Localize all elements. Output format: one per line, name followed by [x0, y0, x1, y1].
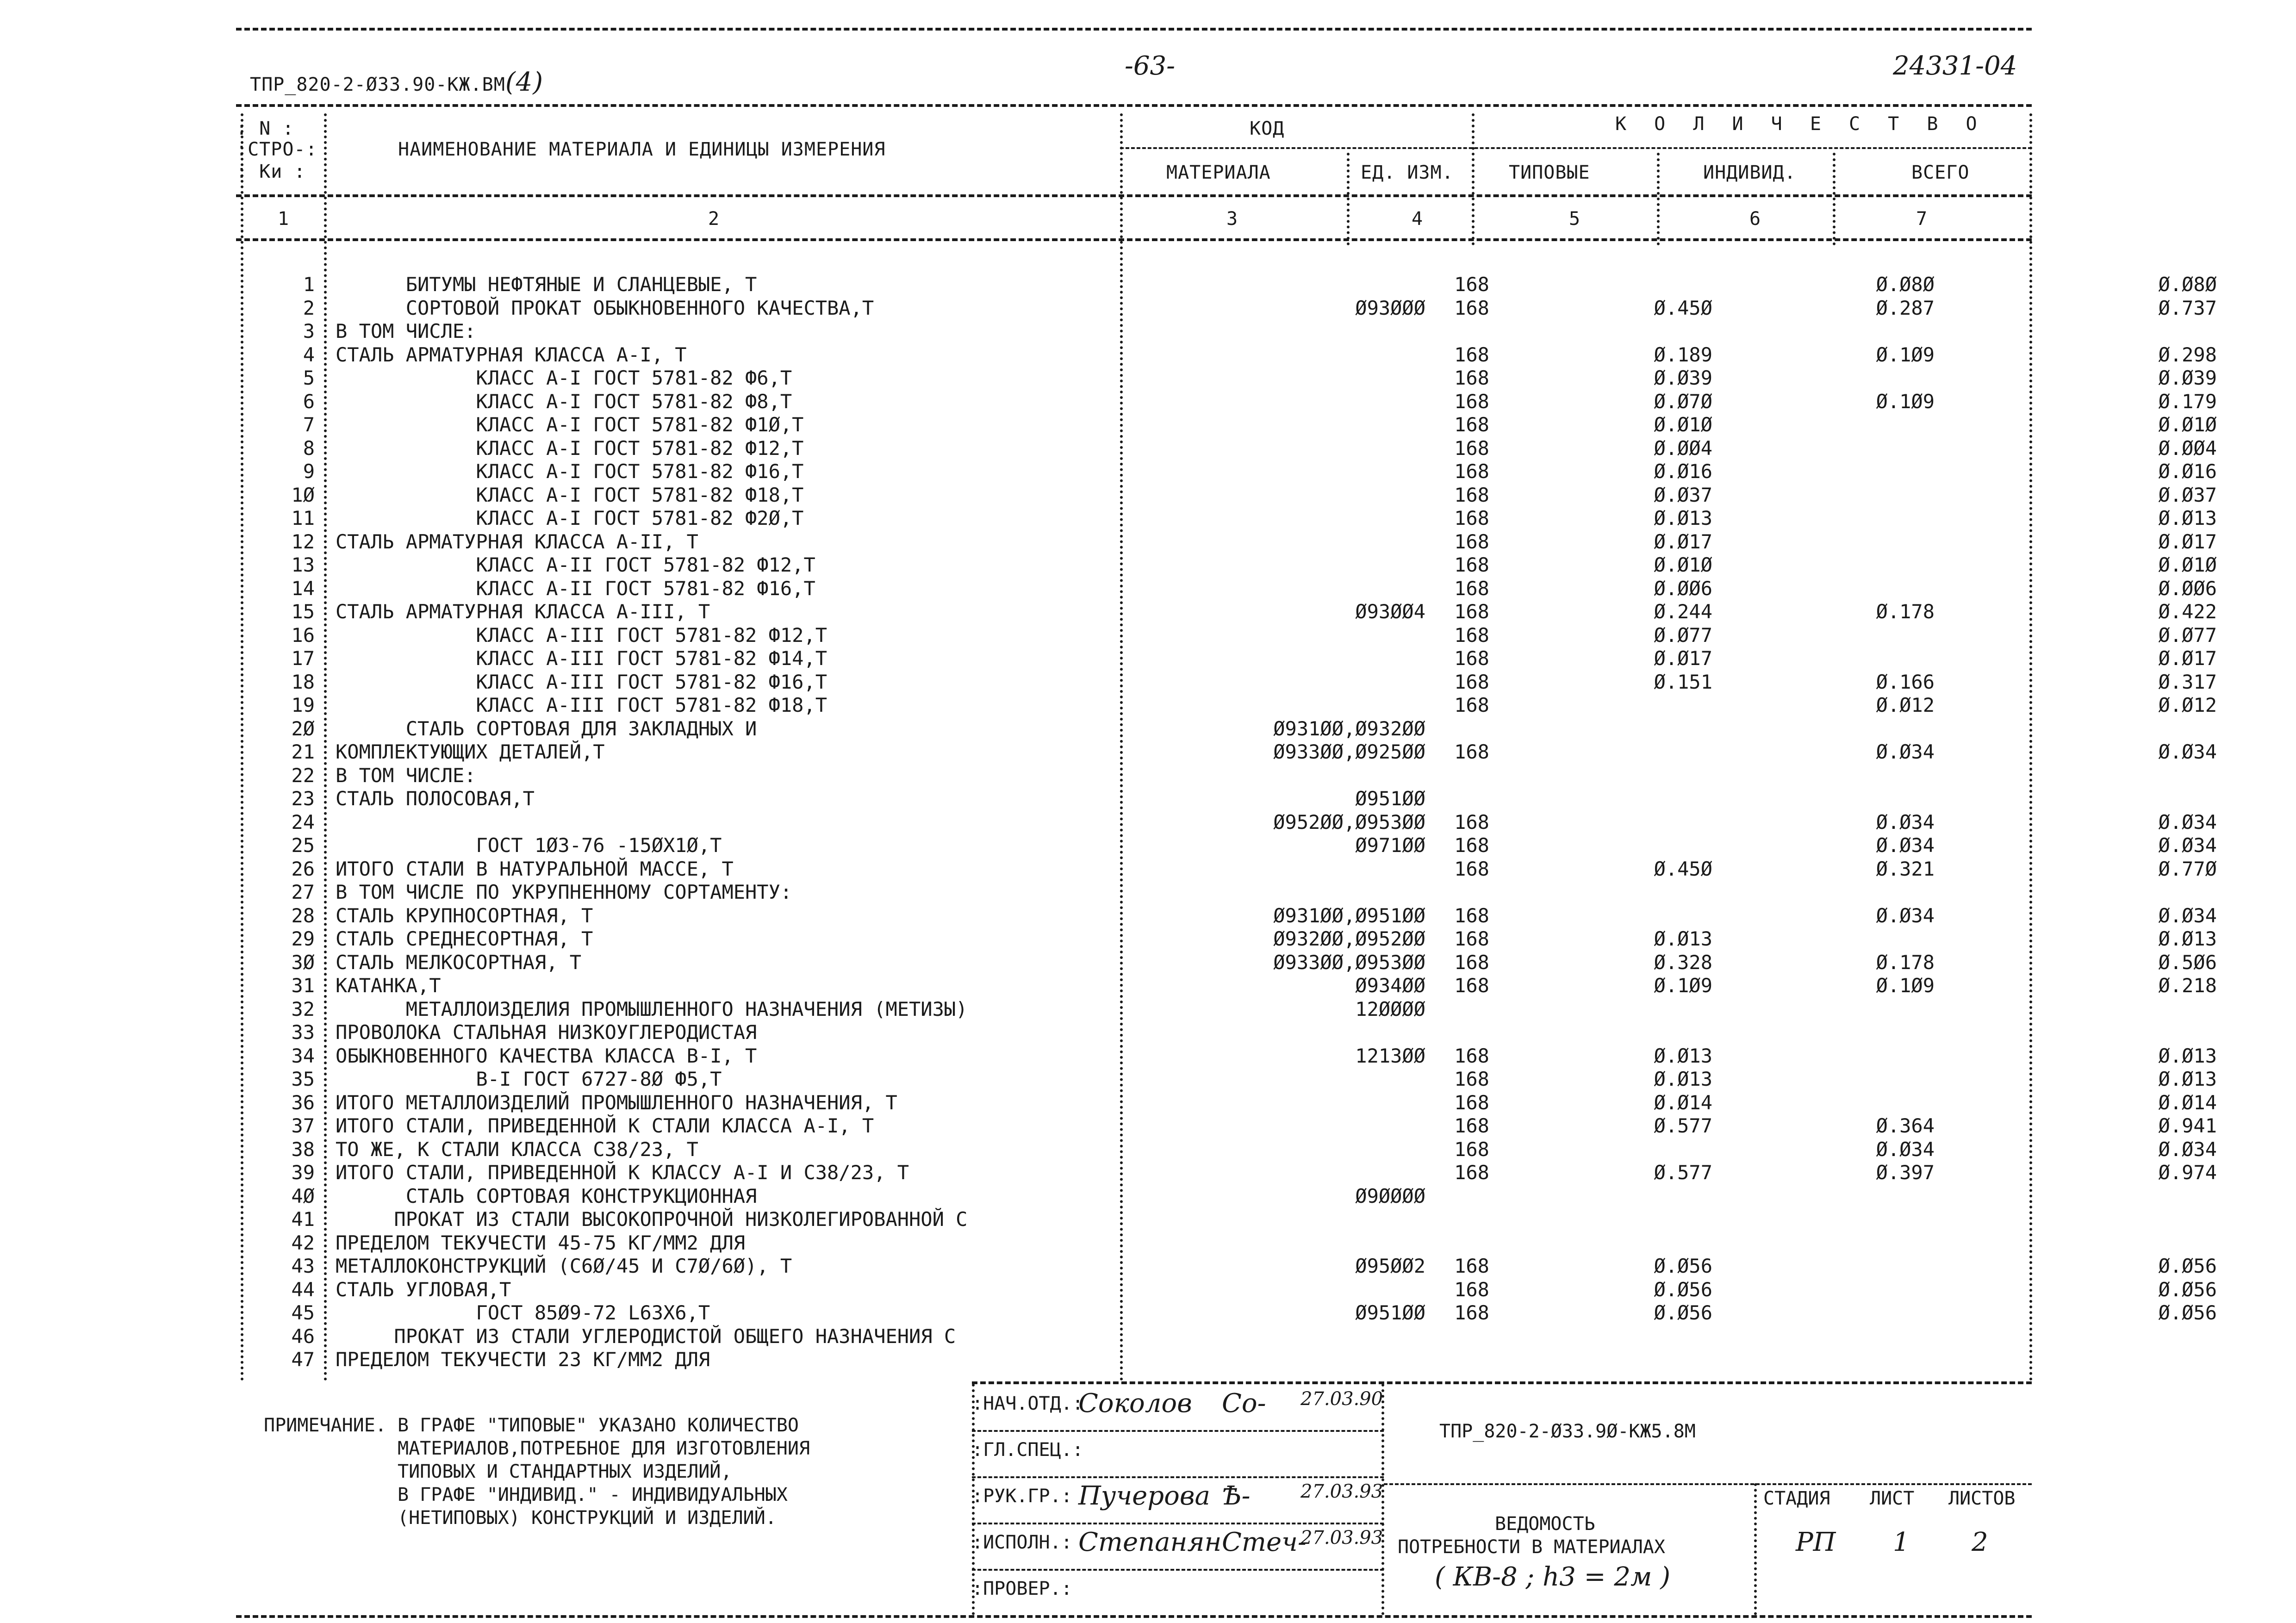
row-total: Ø.5Ø6	[2158, 951, 2217, 974]
note-line: ПРИМЕЧАНИЕ. В ГРАФЕ "ТИПОВЫЕ" УКАЗАНО КОЛИЧЕСТВО	[264, 1415, 799, 1436]
stamp-role-label: :ГЛ.СПЕЦ.:	[972, 1439, 1083, 1461]
row-number: 3Ø	[291, 951, 315, 974]
stamp-role-name: Степанян	[1078, 1527, 1222, 1557]
row-individual: Ø.1Ø9	[1876, 390, 1935, 413]
row-total: Ø.Ø56	[2158, 1301, 2217, 1324]
row-material-code: Ø95ØØ2	[1355, 1255, 1425, 1277]
stamp-top-rule	[972, 1381, 2032, 1384]
row-total: Ø.Ø37	[2158, 483, 2217, 506]
row-unit-code: 168	[1454, 436, 1489, 460]
row-name: КЛАСС А-II ГОСТ 5781-82 Ф16,Т	[336, 577, 815, 600]
stamp-role-label: :РУК.ГР.:	[972, 1486, 1072, 1507]
row-unit-code: 168	[1454, 857, 1489, 880]
row-material-code: Ø971ØØ	[1355, 834, 1425, 857]
vsep-typ	[1657, 153, 1660, 245]
row-number: 6	[303, 390, 315, 413]
row-name: КЛАСС А-III ГОСТ 5781-82 Ф14,Т	[336, 647, 828, 670]
row-name: КЛАСС А-I ГОСТ 5781-82 Ф16,Т	[336, 460, 804, 483]
col-index-4: 4	[1412, 208, 1424, 230]
row-name: ИТОГО СТАЛИ, ПРИВЕДЕННОЙ К КЛАССУ А-I И С38/23, Т	[336, 1161, 909, 1184]
row-name: МЕТАЛЛОИЗДЕЛИЯ ПРОМЫШЛЕННОГО НАЗНАЧЕНИЯ (МЕТИЗЫ)	[336, 997, 968, 1020]
row-typical: Ø.Ø13	[1654, 507, 1712, 529]
row-individual: Ø.397	[1876, 1161, 1935, 1184]
row-number: 7	[303, 413, 315, 436]
vsep-name	[1120, 113, 1123, 1381]
row-typical: Ø.Ø37	[1654, 483, 1712, 506]
row-typical: Ø.1Ø9	[1654, 974, 1712, 997]
row-unit-code: 168	[1454, 367, 1489, 389]
row-individual: Ø.287	[1876, 296, 1935, 319]
row-typical: Ø.Ø1Ø	[1654, 413, 1712, 436]
row-total: Ø.737	[2158, 296, 2217, 319]
row-name: ГОСТ 1Ø3-76 -15ØХ1Ø,Т	[336, 834, 722, 857]
col-num-1: : N :	[236, 118, 294, 139]
row-name: В ТОМ ЧИСЛЕ ПО УКРУПНЕННОМУ СОРТАМЕНТУ:	[336, 881, 792, 903]
stamp-sheets-label: ЛИСТОВ	[1948, 1488, 2016, 1509]
row-name: КЛАСС А-III ГОСТ 5781-82 Ф12,Т	[336, 623, 828, 647]
row-number: 38	[291, 1138, 315, 1161]
row-number: 42	[291, 1231, 315, 1254]
row-name: КОМПЛЕКТУЮЩИХ ДЕТАЛЕЙ,Т	[336, 740, 605, 763]
row-name: ПРОВОЛОКА СТАЛЬНАЯ НИЗКОУГЛЕРОДИСТАЯ	[336, 1021, 757, 1044]
row-number: 26	[291, 857, 315, 880]
row-number: 43	[291, 1255, 315, 1277]
row-number: 17	[291, 647, 315, 670]
row-typical: Ø.189	[1654, 343, 1712, 366]
row-total: Ø.Ø17	[2158, 530, 2217, 553]
row-total: Ø.Ø56	[2158, 1278, 2217, 1301]
row-number: 44	[291, 1278, 315, 1301]
stamp-role-signature: Ѣ-	[1222, 1481, 1251, 1511]
row-typical: Ø.151	[1654, 670, 1712, 693]
row-name: КЛАСС А-I ГОСТ 5781-82 Ф8,Т	[336, 390, 792, 413]
row-unit-code: 168	[1454, 483, 1489, 506]
doc-code-hand: (4)	[505, 67, 544, 97]
row-unit-code: 168	[1454, 810, 1489, 833]
row-total: Ø.Ø1Ø	[2158, 553, 2217, 576]
row-total: Ø.Ø17	[2158, 647, 2217, 670]
vsep-num	[324, 113, 327, 1381]
row-total: Ø.77Ø	[2158, 857, 2217, 880]
row-typical: Ø.ØØ4	[1654, 436, 1712, 460]
row-number: 41	[291, 1208, 315, 1231]
row-total: Ø.Ø56	[2158, 1255, 2217, 1277]
row-total: Ø.Ø8Ø	[2158, 273, 2217, 296]
stamp-role-rule	[972, 1523, 1384, 1524]
col-index-5: 5	[1569, 208, 1581, 230]
vsep-left	[241, 113, 243, 1381]
stamp-role-rule	[972, 1430, 1384, 1432]
col-code-header: КОД	[1250, 118, 1285, 139]
row-number: 15	[291, 600, 315, 623]
row-typical: Ø.Ø56	[1654, 1278, 1712, 1301]
row-number: 24	[291, 810, 315, 833]
row-total: Ø.Ø39	[2158, 367, 2217, 389]
row-material-code: Ø952ØØ,Ø953ØØ	[1273, 810, 1425, 833]
row-number: 27	[291, 881, 315, 903]
row-total: Ø.ØØ4	[2158, 436, 2217, 460]
row-unit-code: 168	[1454, 296, 1489, 319]
row-number: 37	[291, 1114, 315, 1137]
row-unit-code: 168	[1454, 390, 1489, 413]
stamp-vsep-right	[1381, 1384, 1384, 1615]
row-unit-code: 168	[1454, 553, 1489, 576]
row-number: 18	[291, 670, 315, 693]
col-num-3: : Ки :	[236, 161, 306, 182]
row-total: Ø.Ø13	[2158, 927, 2217, 950]
row-name: КАТАНКА,Т	[336, 974, 441, 997]
row-name: ОБЫКНОВЕННОГО КАЧЕСТВА КЛАССА В-I, Т	[336, 1044, 757, 1067]
row-individual: Ø.Ø34	[1876, 904, 1935, 927]
row-number: 32	[291, 997, 315, 1020]
col-index-1: 1	[278, 208, 290, 230]
stamp-doc-code: ТПР_820-2-Ø33.9Ø-КЖ5.8М	[1439, 1421, 1696, 1442]
stamp-role-name: Пучерова	[1078, 1481, 1210, 1511]
row-material-code: Ø951ØØ	[1355, 787, 1425, 810]
row-name: ПРЕДЕЛОМ ТЕКУЧЕСТИ 23 КГ/ММ2 ДЛЯ	[336, 1348, 710, 1371]
row-typical: Ø.45Ø	[1654, 857, 1712, 880]
row-name: СТАЛЬ АРМАТУРНАЯ КЛАССА А-III, Т	[336, 600, 710, 623]
row-name: СТАЛЬ СРЕДНЕСОРТНАЯ, Т	[336, 927, 593, 950]
row-material-code: Ø933ØØ,Ø953ØØ	[1273, 951, 1425, 974]
header-mid-rule	[236, 194, 2032, 197]
note-line: МАТЕРИАЛОВ,ПОТРЕБНОЕ ДЛЯ ИЗГОТОВЛЕНИЯ	[264, 1438, 810, 1459]
stamp-title-line2: ПОТРЕБНОСТИ В МАТЕРИАЛАХ	[1398, 1536, 1665, 1558]
row-typical: Ø.Ø56	[1654, 1255, 1712, 1277]
vsep-unit	[1472, 113, 1475, 245]
col-index-7: 7	[1916, 208, 1928, 230]
row-material-code: Ø934ØØ	[1355, 974, 1425, 997]
row-individual: Ø.364	[1876, 1114, 1935, 1137]
row-number: 21	[291, 740, 315, 763]
row-number: 9	[303, 460, 315, 483]
row-unit-code: 168	[1454, 834, 1489, 857]
row-number: 8	[303, 436, 315, 460]
row-individual: Ø.Ø34	[1876, 1138, 1935, 1161]
row-unit-code: 168	[1454, 623, 1489, 647]
col-quantity-header: К О Л И Ч Е С Т В О	[1615, 113, 1985, 135]
row-individual: Ø.166	[1876, 670, 1935, 693]
row-individual: Ø.Ø34	[1876, 740, 1935, 763]
row-unit-code: 168	[1454, 927, 1489, 950]
row-number: 45	[291, 1301, 315, 1324]
row-unit-code: 168	[1454, 507, 1489, 529]
row-number: 28	[291, 904, 315, 927]
row-number: 3	[303, 320, 315, 342]
row-name: В-I ГОСТ 6727-8Ø Ф5,Т	[336, 1068, 722, 1090]
row-typical: Ø.45Ø	[1654, 296, 1712, 319]
row-individual: Ø.321	[1876, 857, 1935, 880]
row-typical: Ø.Ø77	[1654, 623, 1712, 647]
row-number: 16	[291, 623, 315, 647]
row-number: 14	[291, 577, 315, 600]
row-typical: Ø.ØØ6	[1654, 577, 1712, 600]
row-unit-code: 168	[1454, 343, 1489, 366]
row-typical: Ø.244	[1654, 600, 1712, 623]
row-individual: Ø.Ø12	[1876, 694, 1935, 716]
bottom-rule	[236, 1615, 2032, 1618]
row-material-code: Ø933ØØ,Ø925ØØ	[1273, 740, 1425, 763]
row-total: Ø.218	[2158, 974, 2217, 997]
row-typical: Ø.577	[1654, 1114, 1712, 1137]
row-number: 29	[291, 927, 315, 950]
row-name: БИТУМЫ НЕФТЯНЫЕ И СЛАНЦЕВЫЕ, Т	[336, 273, 757, 296]
col-num-2: :СТРО-:	[236, 139, 317, 160]
row-material-code: Ø93ØØ4	[1355, 600, 1425, 623]
row-typical: Ø.Ø1Ø	[1654, 553, 1712, 576]
row-total: Ø.Ø34	[2158, 1138, 2217, 1161]
subheader-rule-code	[1120, 147, 2032, 149]
row-total: Ø.Ø16	[2158, 460, 2217, 483]
row-number: 11	[291, 507, 315, 529]
row-total: Ø.Ø1Ø	[2158, 413, 2217, 436]
row-material-code: Ø932ØØ,Ø952ØØ	[1273, 927, 1425, 950]
row-total: Ø.ØØ6	[2158, 577, 2217, 600]
row-number: 23	[291, 787, 315, 810]
row-name: СТАЛЬ СОРТОВАЯ КОНСТРУКЦИОННАЯ	[336, 1184, 757, 1207]
note-line: (НЕТИПОВЫХ) КОНСТРУКЦИЙ И ИЗДЕЛИЙ.	[264, 1507, 777, 1529]
row-total: Ø.179	[2158, 390, 2217, 413]
stamp-role-date: 27.03.93	[1300, 1481, 1383, 1502]
row-typical: Ø.577	[1654, 1161, 1712, 1184]
row-unit-code: 168	[1454, 413, 1489, 436]
stamp-title-hand: ( КВ-8 ; h3 = 2м )	[1435, 1562, 1671, 1592]
stamp-title-line1: ВЕДОМОСТЬ	[1495, 1513, 1595, 1535]
stamp-role-signature: Со-	[1222, 1388, 1266, 1418]
page-number: -63-	[1125, 51, 1176, 81]
row-material-code: 1213ØØ	[1355, 1044, 1425, 1067]
row-number: 25	[291, 834, 315, 857]
stamp-role-label: :ПРОВЕР.:	[972, 1578, 1072, 1599]
doc-code-text: ТПР_820-2-Ø33.90-КЖ.ВМ	[250, 74, 505, 95]
row-individual: Ø.178	[1876, 600, 1935, 623]
row-typical: Ø.Ø17	[1654, 530, 1712, 553]
row-total: Ø.Ø13	[2158, 1044, 2217, 1067]
row-typical: Ø.Ø13	[1654, 1044, 1712, 1067]
col-individual-header: ИНДИВИД.	[1703, 162, 1796, 183]
stamp-sheet-value: 1	[1893, 1527, 1910, 1557]
stamp-role-name: Соколов	[1078, 1388, 1192, 1418]
col-unit-header: ЕД. ИЗМ.	[1361, 162, 1454, 183]
row-number: 2Ø	[291, 717, 315, 740]
row-name: КЛАСС А-I ГОСТ 5781-82 Ф1Ø,Т	[336, 413, 804, 436]
row-total: Ø.974	[2158, 1161, 2217, 1184]
row-total: Ø.Ø34	[2158, 810, 2217, 833]
row-number: 39	[291, 1161, 315, 1184]
stamp-vsep-stage	[1754, 1483, 1757, 1615]
stamp-role-label: :ИСПОЛН.:	[972, 1532, 1072, 1553]
row-name: СТАЛЬ АРМАТУРНАЯ КЛАССА А-II, Т	[336, 530, 698, 553]
row-total: Ø.317	[2158, 670, 2217, 693]
row-number: 33	[291, 1021, 315, 1044]
row-unit-code: 168	[1454, 273, 1489, 296]
row-number: 36	[291, 1091, 315, 1114]
col-material-header: МАТЕРИАЛА	[1166, 162, 1271, 183]
note-line: ТИПОВЫХ И СТАНДАРТНЫХ ИЗДЕЛИЙ,	[264, 1461, 732, 1482]
row-name: КЛАСС А-III ГОСТ 5781-82 Ф16,Т	[336, 670, 828, 693]
row-number: 4	[303, 343, 315, 366]
row-individual: Ø.1Ø9	[1876, 974, 1935, 997]
header-top-rule	[236, 104, 2032, 107]
row-typical: Ø.Ø16	[1654, 460, 1712, 483]
stamp-role-rule	[972, 1569, 1384, 1571]
row-unit-code: 168	[1454, 740, 1489, 763]
row-material-code: Ø931ØØ,Ø932ØØ	[1273, 717, 1425, 740]
top-rule	[236, 28, 2032, 31]
inventory-number: 24331-04	[1893, 51, 2017, 81]
row-name: СТАЛЬ СОРТОВАЯ ДЛЯ ЗАКЛАДНЫХ И	[336, 717, 757, 740]
row-total: Ø.Ø77	[2158, 623, 2217, 647]
col-index-6: 6	[1749, 208, 1761, 230]
row-individual: Ø.Ø34	[1876, 810, 1935, 833]
row-number: 34	[291, 1044, 315, 1067]
row-individual: Ø.1Ø9	[1876, 343, 1935, 366]
row-number: 31	[291, 974, 315, 997]
row-name: МЕТАЛЛОКОНСТРУКЦИЙ (С6Ø/45 И С7Ø/6Ø), Т	[336, 1255, 792, 1277]
row-name: СТАЛЬ АРМАТУРНАЯ КЛАССА А-I, Т	[336, 343, 687, 366]
stamp-role-label: :НАЧ.ОТД.:	[972, 1393, 1083, 1414]
row-number: 4Ø	[291, 1184, 315, 1207]
row-unit-code: 168	[1454, 974, 1489, 997]
row-typical: Ø.328	[1654, 951, 1712, 974]
stamp-role-date: 27.03.90	[1300, 1388, 1383, 1410]
stamp-vsep-left	[972, 1384, 975, 1615]
row-unit-code: 168	[1454, 694, 1489, 716]
row-unit-code: 168	[1454, 577, 1489, 600]
row-number: 19	[291, 694, 315, 716]
row-typical: Ø.Ø13	[1654, 927, 1712, 950]
row-number: 13	[291, 553, 315, 576]
row-material-code: Ø93ØØØ	[1355, 296, 1425, 319]
row-unit-code: 168	[1454, 1114, 1489, 1137]
row-unit-code: 168	[1454, 1091, 1489, 1114]
col-name-header: НАИМЕНОВАНИЕ МАТЕРИАЛА И ЕДИНИЦЫ ИЗМЕРЕНИЯ	[398, 139, 886, 160]
stamp-role-date: 27.03.93	[1300, 1527, 1383, 1548]
row-unit-code: 168	[1454, 460, 1489, 483]
row-name: ГОСТ 85Ø9-72 L63Х6,Т	[336, 1301, 710, 1324]
row-total: Ø.Ø34	[2158, 904, 2217, 927]
row-unit-code: 168	[1454, 670, 1489, 693]
row-name: ИТОГО СТАЛИ, ПРИВЕДЕННОЙ К СТАЛИ КЛАССА А-I, Т	[336, 1114, 874, 1137]
row-unit-code: 168	[1454, 1278, 1489, 1301]
row-number: 2	[303, 296, 315, 319]
row-unit-code: 168	[1454, 1161, 1489, 1184]
header-bottom-rule	[236, 238, 2032, 241]
row-name: КЛАСС А-I ГОСТ 5781-82 Ф6,Т	[336, 367, 792, 389]
row-typical: Ø.Ø17	[1654, 647, 1712, 670]
row-individual: Ø.Ø34	[1876, 834, 1935, 857]
col-index-3: 3	[1226, 208, 1238, 230]
row-number: 1Ø	[291, 483, 315, 506]
col-total-header: ВСЕГО	[1911, 162, 1970, 183]
stamp-mid-rule	[1384, 1483, 2032, 1485]
row-material-code: Ø951ØØ	[1355, 1301, 1425, 1324]
row-total: Ø.422	[2158, 600, 2217, 623]
row-unit-code: 168	[1454, 1255, 1489, 1277]
row-typical: Ø.Ø39	[1654, 367, 1712, 389]
row-name: СТАЛЬ ПОЛОСОВАЯ,Т	[336, 787, 535, 810]
row-number: 1	[303, 273, 315, 296]
stamp-role-signature: Стеч-	[1222, 1527, 1307, 1557]
stamp-role-rule	[972, 1476, 1384, 1478]
row-total: Ø.Ø14	[2158, 1091, 2217, 1114]
vsep-code	[1347, 153, 1350, 245]
row-unit-code: 168	[1454, 1068, 1489, 1090]
row-name: СТАЛЬ УГЛОВАЯ,Т	[336, 1278, 511, 1301]
row-total: Ø.941	[2158, 1114, 2217, 1137]
row-unit-code: 168	[1454, 1138, 1489, 1161]
row-name: ПРЕДЕЛОМ ТЕКУЧЕСТИ 45-75 КГ/ММ2 ДЛЯ	[336, 1231, 746, 1254]
row-name: СТАЛЬ МЕЛКОСОРТНАЯ, Т	[336, 951, 582, 974]
row-name: КЛАСС А-II ГОСТ 5781-82 Ф12,Т	[336, 553, 815, 576]
row-unit-code: 168	[1454, 951, 1489, 974]
stamp-sheets-value: 2	[1972, 1527, 1988, 1557]
row-unit-code: 168	[1454, 530, 1489, 553]
vsep-ind	[1833, 153, 1836, 245]
row-number: 46	[291, 1325, 315, 1348]
row-unit-code: 168	[1454, 600, 1489, 623]
row-number: 22	[291, 764, 315, 787]
row-number: 35	[291, 1068, 315, 1090]
row-material-code: Ø9ØØØØ	[1355, 1184, 1425, 1207]
row-total: Ø.Ø13	[2158, 507, 2217, 529]
row-total: Ø.Ø34	[2158, 834, 2217, 857]
row-total: Ø.Ø12	[2158, 694, 2217, 716]
row-typical: Ø.Ø14	[1654, 1091, 1712, 1114]
row-name: КЛАСС А-I ГОСТ 5781-82 Ф2Ø,Т	[336, 507, 804, 529]
row-individual: Ø.178	[1876, 951, 1935, 974]
row-name: ИТОГО СТАЛИ В НАТУРАЛЬНОЙ МАССЕ, Т	[336, 857, 734, 880]
row-name: ПРОКАТ ИЗ СТАЛИ ВЫСОКОПРОЧНОЙ НИЗКОЛЕГИРОВАННОЙ С	[336, 1208, 968, 1231]
stamp-stage-value: РП	[1796, 1527, 1836, 1557]
row-unit-code: 168	[1454, 647, 1489, 670]
row-name: ИТОГО МЕТАЛЛОИЗДЕЛИЙ ПРОМЫШЛЕННОГО НАЗНАЧЕНИЯ, Т	[336, 1091, 897, 1114]
row-unit-code: 168	[1454, 1301, 1489, 1324]
row-unit-code: 168	[1454, 1044, 1489, 1067]
doc-code	[250, 67, 543, 97]
row-total: Ø.298	[2158, 343, 2217, 366]
stamp-stage-label: СТАДИЯ	[1763, 1488, 1830, 1509]
row-name: В ТОМ ЧИСЛЕ:	[336, 764, 476, 787]
note-line: В ГРАФЕ "ИНДИВИД." - ИНДИВИДУАЛЬНЫХ	[264, 1484, 788, 1505]
row-number: 47	[291, 1348, 315, 1371]
row-name: В ТОМ ЧИСЛЕ:	[336, 320, 476, 342]
row-number: 5	[303, 367, 315, 389]
row-material-code: Ø931ØØ,Ø951ØØ	[1273, 904, 1425, 927]
row-total: Ø.Ø13	[2158, 1068, 2217, 1090]
row-typical: Ø.Ø13	[1654, 1068, 1712, 1090]
row-unit-code: 168	[1454, 904, 1489, 927]
row-typical: Ø.Ø56	[1654, 1301, 1712, 1324]
stamp-sheet-label: ЛИСТ	[1870, 1488, 1915, 1509]
row-typical: Ø.Ø7Ø	[1654, 390, 1712, 413]
row-total: Ø.Ø34	[2158, 740, 2217, 763]
row-name: КЛАСС А-I ГОСТ 5781-82 Ф18,Т	[336, 483, 804, 506]
row-name: КЛАСС А-III ГОСТ 5781-82 Ф18,Т	[336, 694, 828, 716]
row-number: 12	[291, 530, 315, 553]
row-name: ПРОКАТ ИЗ СТАЛИ УГЛЕРОДИСТОЙ ОБЩЕГО НАЗНАЧЕНИЯ С	[336, 1325, 956, 1348]
row-material-code: 12ØØØØ	[1355, 997, 1425, 1020]
row-name: СОРТОВОЙ ПРОКАТ ОБЫКНОВЕННОГО КАЧЕСТВА,Т	[336, 296, 874, 319]
col-typical-header: ТИПОВЫЕ	[1509, 162, 1590, 183]
row-name: СТАЛЬ КРУПНОСОРТНАЯ, Т	[336, 904, 593, 927]
row-name: ТО ЖЕ, К СТАЛИ КЛАССА С38/23, Т	[336, 1138, 698, 1161]
col-index-2: 2	[708, 208, 720, 230]
row-individual: Ø.Ø8Ø	[1876, 273, 1935, 296]
row-name: КЛАСС А-I ГОСТ 5781-82 Ф12,Т	[336, 436, 804, 460]
note-block	[264, 1414, 810, 1530]
